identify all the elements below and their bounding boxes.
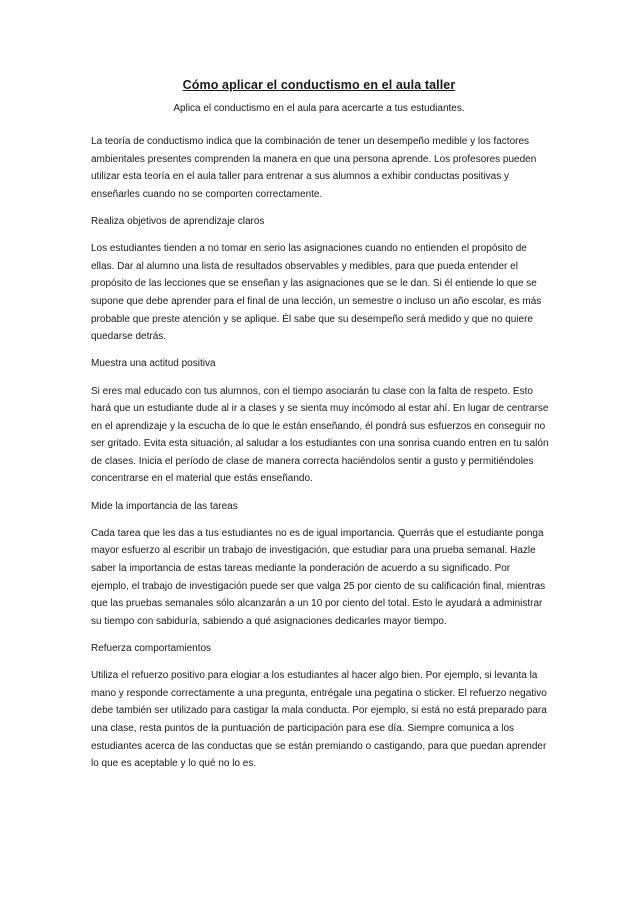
section-heading-tareas: Mide la importancia de las tareas xyxy=(91,500,238,512)
section-paragraph-objetivos: Los estudiantes tienden a no tomar en serio las asignaciones cuando no entienden el propósito de ellas. Dar al alumno una lista de resultados observables y medibles, para que pueda entender el propósito de las lecciones que se enseñan y las asignaciones que se le dan. Si él entiende lo que se supone que debe aprender para el final de una lección, un semestre o incluso un año escolar, es más probable que preste atención y se aplique. Él sabe que su desempeño será medido y que no quiere quedarse detrás. xyxy=(91,243,542,343)
section-heading-refuerzo: Refuerza comportamientos xyxy=(91,643,212,654)
section-heading-objetivos: Realiza objetivos de aprendizaje claros xyxy=(91,215,265,227)
document-title: Cómo aplicar el conductismo en el aula taller xyxy=(182,78,456,92)
document-subtitle: Aplica el conductismo en el aula para acercarte a tus estudiantes. xyxy=(173,103,465,114)
document-body xyxy=(91,133,549,782)
section-paragraph-refuerzo: Utiliza el refuerzo positivo para elogiar a los estudiantes al hacer algo bien. Por ejemplo, si levanta la mano y responde correctamente a una pregunta, entrégale una pegatina o sticker. El refuerzo negativo debe también ser utilizado para castigar la mala conducta. Por ejemplo, si está no está preparado para una clase, resta puntos de la puntuación de participación para ese día. Siempre comunica a los estudiantes acerca de las conductas que se están premiando o castigando, para que puedan aprender lo que es aceptable y lo qué no lo es. xyxy=(91,670,547,770)
intro-paragraph: La teoría de conductismo indica que la combinación de tener un desempeño medible y los factores ambientales presentes comprenden la manera en que una persona aprende. Los profesores pueden utilizar esta teoría en el aula taller para entrenar a sus alumnos a exhibir conductas positivas y enseñarles cuando no se comporten correctamente. xyxy=(91,136,537,200)
section-paragraph-actitud: Si eres mal educado con tus alumnos, con el tiempo asociarán tu clase con la falta de respeto. Esto hará que un estudiante dude al ir a clases y se sienta muy incómodo al estar ahí. En lugar de centrarse en el aprendizaje y la escucha de lo que le están enseñando, él pondrá sus esfuerzos en conseguir no ser gritado. Evita esta situación, al saludar a los estudiantes con una sonrisa cuando entren en tu salón de clases. Inicia el período de clase de manera correcta haciéndolos sentir a gusto y permitiéndoles concentrarse en el material que estás enseñando. xyxy=(91,385,549,485)
section-heading-actitud: Muestra una actitud positiva xyxy=(91,358,216,370)
section-paragraph-tareas: Cada tarea que les das a tus estudiantes no es de igual importancia. Querrás que el estudiante ponga mayor esfuerzo al escribir un trabajo de investigación, que estudiar para una prueba semanal. Hazle saber la importancia de estas tareas mediante la ponderación de acuerdo a su significado. Por ejemplo, el trabajo de investigación puede ser que valga 25 por ciento de su calificación final, mientras que las pruebas semanales sólo alcanzarán a un 10 por ciento del total. Esto le ayudará a administrar su tiempo con sabiduría, sabiendo a qué asignaciones dedicarles mayor tiempo. xyxy=(91,527,546,627)
